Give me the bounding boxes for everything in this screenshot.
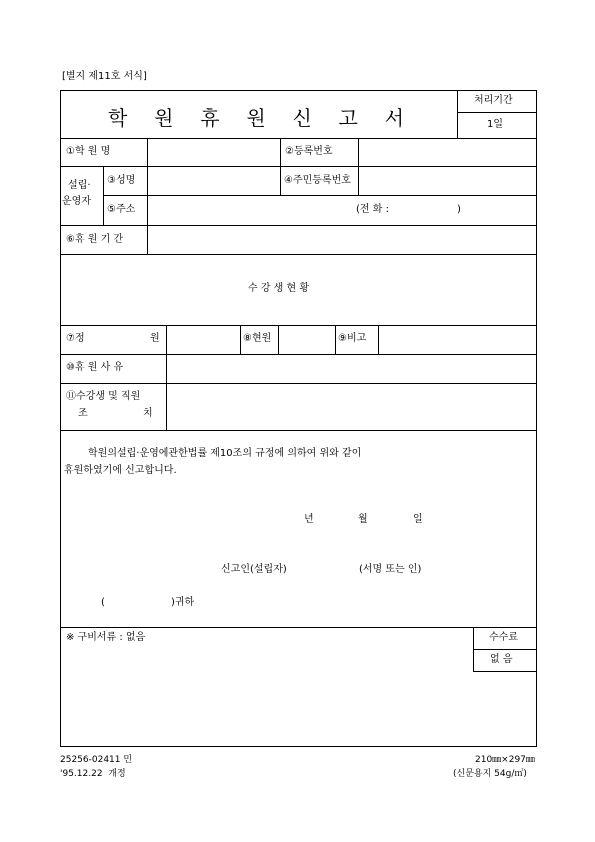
- phone-label: (전 화 :: [356, 204, 389, 215]
- closure-period-label: ⑥휴 원 기 간: [66, 234, 124, 245]
- resident-number-label: ④주민등록번호: [284, 175, 351, 186]
- current-enrollment-label: ⑧현원: [243, 333, 272, 344]
- registration-number-label: ②등록번호: [285, 146, 333, 157]
- reporter-label: 신고인(설립자): [221, 564, 287, 575]
- form-code: 25256-02411 민: [60, 755, 133, 765]
- fee-label: 수수료: [489, 632, 518, 643]
- address-label: ⑤주소: [107, 204, 136, 215]
- measures-label-2b: 치: [143, 408, 153, 419]
- reporter-name-field[interactable]: [298, 560, 356, 576]
- declaration-line-1: 학원의설립·운영에관한법률 제10조의 규정에 의하여 위와 같이: [88, 448, 362, 459]
- title-char: 원: [246, 106, 266, 130]
- address-field[interactable]: [148, 196, 353, 224]
- student-status-label: 수 강 생 현 황: [248, 283, 310, 294]
- date-month-label: 월: [358, 514, 368, 525]
- quota-field[interactable]: [167, 326, 239, 353]
- addressee-open: (: [101, 597, 105, 608]
- remarks-field[interactable]: [379, 326, 536, 353]
- quota-label-part2: 원: [150, 333, 160, 344]
- paper-type: (신문용지 54g/㎡): [453, 769, 527, 779]
- founder-group-label-1: 설립·: [68, 180, 91, 191]
- title-char: 학: [108, 106, 128, 130]
- processing-period-label: 처리기간: [474, 95, 513, 106]
- signature-label: (서명 또는 인): [359, 564, 422, 575]
- phone-close: ): [457, 204, 461, 215]
- remarks-label: ⑨비고: [338, 333, 367, 344]
- form-number: [별지 제11호 서식]: [62, 71, 147, 82]
- fee-value: 없 음: [490, 654, 513, 665]
- paper-size: 210㎜×297㎜: [475, 755, 535, 765]
- title-char: 고: [338, 106, 358, 130]
- quota-label-part1: ⑦정: [66, 333, 85, 344]
- closure-period-field[interactable]: [148, 226, 536, 253]
- title-char: 원: [154, 106, 174, 130]
- addressee-field[interactable]: [108, 593, 170, 609]
- academy-name-field[interactable]: [148, 139, 279, 165]
- closure-reason-field[interactable]: [167, 355, 536, 382]
- title-char: 신: [292, 106, 312, 130]
- registration-number-field[interactable]: [359, 139, 536, 165]
- date-year-label: 년: [304, 514, 314, 525]
- student-status-field[interactable]: [61, 255, 536, 324]
- founder-group-label-2: 운영자: [62, 196, 91, 207]
- title-char: 서: [384, 106, 404, 130]
- phone-field[interactable]: [400, 196, 455, 224]
- closure-reason-label: ⑩휴 원 사 유: [66, 362, 124, 373]
- name-label: ③성명: [107, 175, 136, 186]
- addressee-close: )귀하: [171, 597, 195, 608]
- name-field[interactable]: [148, 167, 279, 194]
- measures-field[interactable]: [167, 384, 536, 429]
- required-documents-label: ※ 구비서류 : 없음: [66, 632, 146, 643]
- measures-label-1: ⑪수강생 및 직원: [66, 391, 141, 402]
- processing-period-value: 1일: [487, 119, 504, 130]
- declaration-line-2: 휴원하였기에 신고합니다.: [64, 465, 177, 476]
- revision-date: '95.12.22 개정: [60, 769, 126, 779]
- academy-name-label: ①학 원 명: [66, 146, 111, 157]
- title-char: 휴: [200, 106, 220, 130]
- measures-label-2a: 조: [78, 408, 88, 419]
- current-enrollment-field[interactable]: [279, 326, 334, 353]
- date-day-label: 일: [413, 514, 423, 525]
- resident-number-field[interactable]: [359, 167, 536, 194]
- form-title: [108, 102, 404, 130]
